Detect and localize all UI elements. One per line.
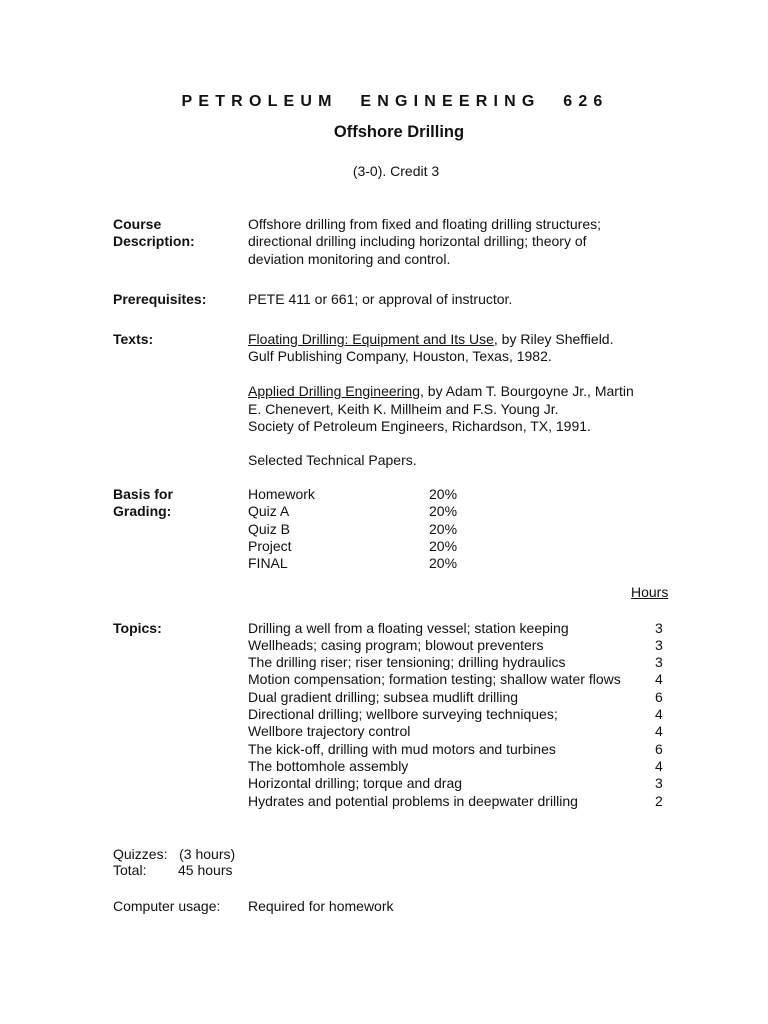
description-label-line2: Description: (113, 233, 195, 249)
textbook-2 (248, 383, 634, 401)
total-value: 45 hours (178, 862, 233, 878)
topic-hours: 6 (655, 741, 663, 757)
topic-name: Wellheads; casing program; blowout preventers (248, 637, 544, 653)
topic-row (248, 793, 668, 810)
topic-hours: 4 (655, 671, 663, 687)
topic-name: The drilling riser; riser tensioning; drilling hydraulics (248, 654, 566, 670)
topic-hours: 3 (655, 654, 663, 670)
description-line: Offshore drilling from fixed and floating drilling structures; (248, 216, 602, 232)
textbook-1-title: Floating Drilling: Equipment and Its Use (248, 331, 494, 347)
description-label-line1: Course (113, 216, 162, 232)
topic-hours: 3 (655, 637, 663, 653)
total-label: Total: (113, 862, 147, 878)
topic-name: Dual gradient drilling; subsea mudlift drilling (248, 689, 519, 705)
topic-name: Motion compensation; formation testing; shallow water flows (248, 671, 621, 687)
textbook-1-publisher: Gulf Publishing Company, Houston, Texas, 1982. (248, 348, 552, 364)
topic-name: Wellbore trajectory control (248, 723, 411, 739)
topic-row (248, 637, 668, 654)
topic-row (248, 723, 668, 740)
course-subtitle: Offshore Drilling (333, 123, 465, 141)
grading-item-name: Quiz A (248, 503, 290, 519)
topic-hours: 3 (655, 775, 663, 791)
grading-item-pct: 20% (429, 503, 458, 519)
grading-item-pct: 20% (429, 555, 458, 571)
grading-item-name: Homework (248, 486, 315, 502)
topic-name: Directional drilling; wellbore surveying techniques; (248, 706, 558, 722)
grading-label-line2: Grading: (113, 503, 172, 519)
description-line: deviation monitoring and control. (248, 251, 451, 267)
quizzes-hours: Quizzes: (3 hours) (113, 846, 236, 862)
topic-row (248, 706, 668, 723)
texts-label: Texts: (113, 331, 154, 347)
textbook-2-title: Applied Drilling Engineering (248, 383, 420, 399)
grading-item-pct: 20% (429, 521, 458, 537)
topic-hours: 3 (655, 620, 663, 636)
topic-hours: 2 (655, 793, 663, 809)
topic-row (248, 741, 668, 758)
computer-usage-value: Required for homework (248, 898, 394, 914)
grading-item-pct: 20% (429, 538, 458, 554)
topic-hours: 4 (655, 758, 663, 774)
topic-hours: 6 (655, 689, 663, 705)
topic-row (248, 620, 668, 637)
textbook-2-authors: , by Adam T. Bourgoyne Jr., Martin (420, 383, 634, 399)
prerequisites-text: PETE 411 or 661; or approval of instructor. (248, 291, 513, 307)
topic-row (248, 775, 668, 792)
description-line: directional drilling including horizontal drilling; theory of (248, 233, 587, 249)
grading-label-line1: Basis for (113, 486, 173, 502)
topic-name: Drilling a well from a floating vessel; station keeping (248, 620, 569, 636)
topic-name: The kick-off, drilling with mud motors and turbines (248, 741, 556, 757)
topic-row (248, 654, 668, 671)
topic-name: Horizontal drilling; torque and drag (248, 775, 463, 791)
topic-name: The bottomhole assembly (248, 758, 409, 774)
course-credit: (3-0). Credit 3 (352, 163, 440, 179)
topic-hours: 4 (655, 723, 663, 739)
hours-column-header: Hours (631, 584, 669, 600)
textbook-2-authors-cont: E. Chenevert, Keith K. Millheim and F.S. Young Jr. (248, 401, 559, 417)
course-title: PETROLEUM ENGINEERING 626 (181, 93, 609, 110)
textbook-1 (248, 331, 614, 349)
grading-item-name: FINAL (248, 555, 288, 571)
grading-item-name: Quiz B (248, 521, 291, 537)
topics-label: Topics: (113, 620, 162, 636)
textbook-2-publisher: Society of Petroleum Engineers, Richardson, TX, 1991. (248, 418, 591, 434)
topic-hours: 4 (655, 706, 663, 722)
topic-row (248, 758, 668, 775)
prerequisites-label: Prerequisites: (113, 291, 207, 307)
topic-row (248, 671, 668, 688)
computer-usage-label: Computer usage: (113, 898, 221, 914)
grading-item-pct: 20% (429, 486, 458, 502)
topic-row (248, 689, 668, 706)
grading-item-name: Project (248, 538, 292, 554)
selected-papers: Selected Technical Papers. (248, 452, 417, 468)
topic-name: Hydrates and potential problems in deepwater drilling (248, 793, 578, 809)
textbook-1-author: , by Riley Sheffield. (493, 331, 614, 347)
